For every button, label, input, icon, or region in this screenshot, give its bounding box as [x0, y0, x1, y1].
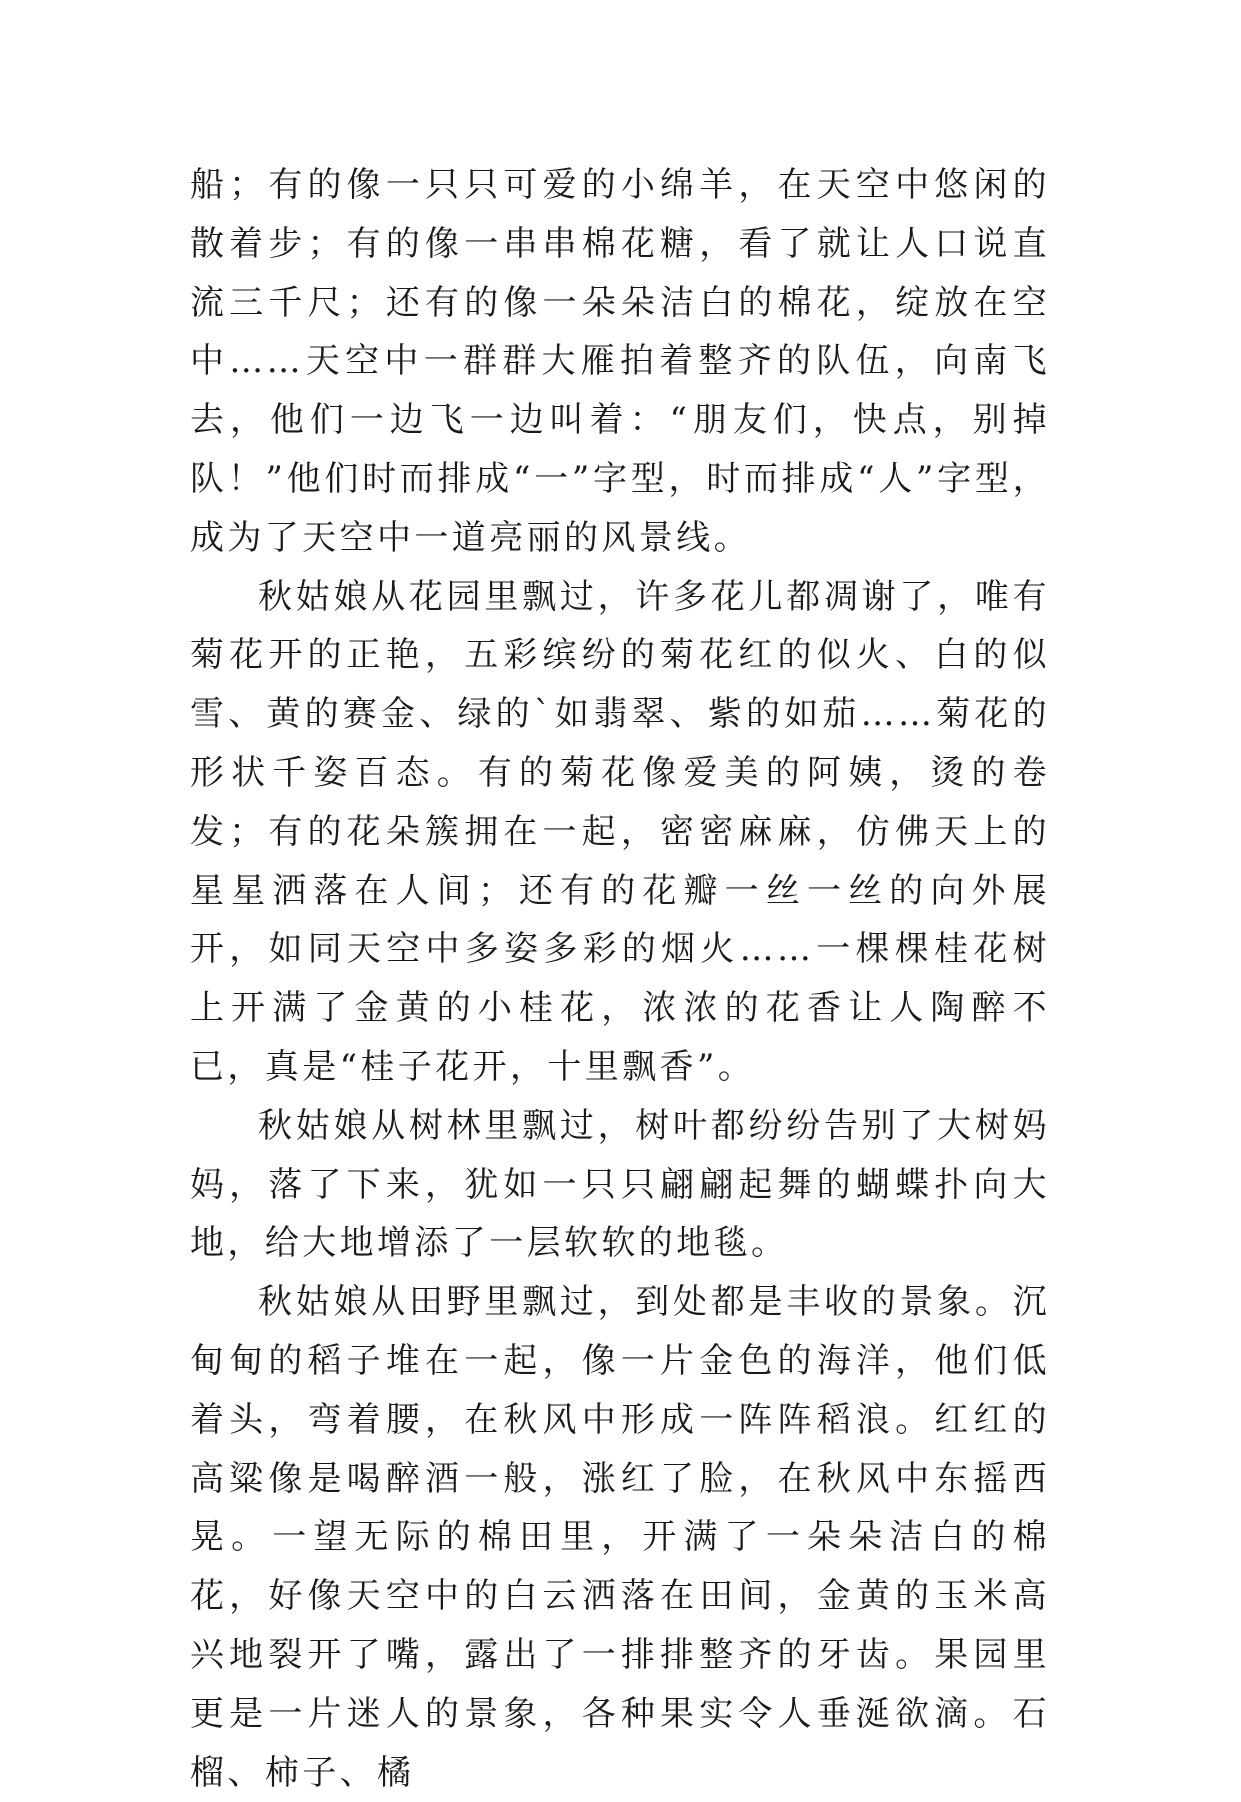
paragraph-fields: 秋姑娘从田野里飘过，到处都是丰收的景象。沉甸甸的稻子堆在一起，像一片金色的海洋，他们低着头，弯着腰，在秋风中形成一阵阵稻浪。红红的高粱像是喝醉酒一般，涨红了脸，在秋风中东摇西晃。一望无际的棉田里，开满了一朵朵洁白的棉花，好像天空中的白云洒落在田间，金黄的玉米高兴地裂开了嘴，露出了一排排整齐的牙齿。果园里更是一片迷人的景象，各种果实令人垂涎欲滴。石榴、柿子、橘	[190, 1282, 1050, 1793]
paragraph-forest: 秋姑娘从树林里飘过，树叶都纷纷告别了大树妈妈，落了下来，犹如一只只翩翩起舞的蝴蝶扑向大地，给大地增添了一层软软的地毯。	[190, 1105, 1050, 1264]
body-text	[190, 156, 1050, 1802]
paragraph-garden: 秋姑娘从花园里飘过，许多花儿都凋谢了，唯有菊花开的正艳，五彩缤纷的菊花红的似火、白的似雪、黄的赛金、绿的`如翡翠、紫的如茄……菊花的形状千姿百态。有的菊花像爱美的阿姨，烫的卷发；有的花朵簇拥在一起，密密麻麻，仿佛天上的星星洒落在人间；还有的花瓣一丝一丝的向外展开，如同天空中多姿多彩的烟火……一棵棵桂花树上开满了金黄的小桂花，浓浓的花香让人陶醉不已，真是“桂子花开，十里飘香”。	[190, 576, 1050, 1087]
paragraph-continuation: 船；有的像一只只可爱的小绵羊，在天空中悠闲的散着步；有的像一串串棉花糖，看了就让人口说直流三千尺；还有的像一朵朵洁白的棉花，绽放在空中……天空中一群群大雁拍着整齐的队伍，向南飞去，他们一边飞一边叫着：“朋友们，快点，别掉队！”他们时而排成“一”字型，时而排成“人”字型，成为了天空中一道亮丽的风景线。	[190, 165, 1050, 558]
